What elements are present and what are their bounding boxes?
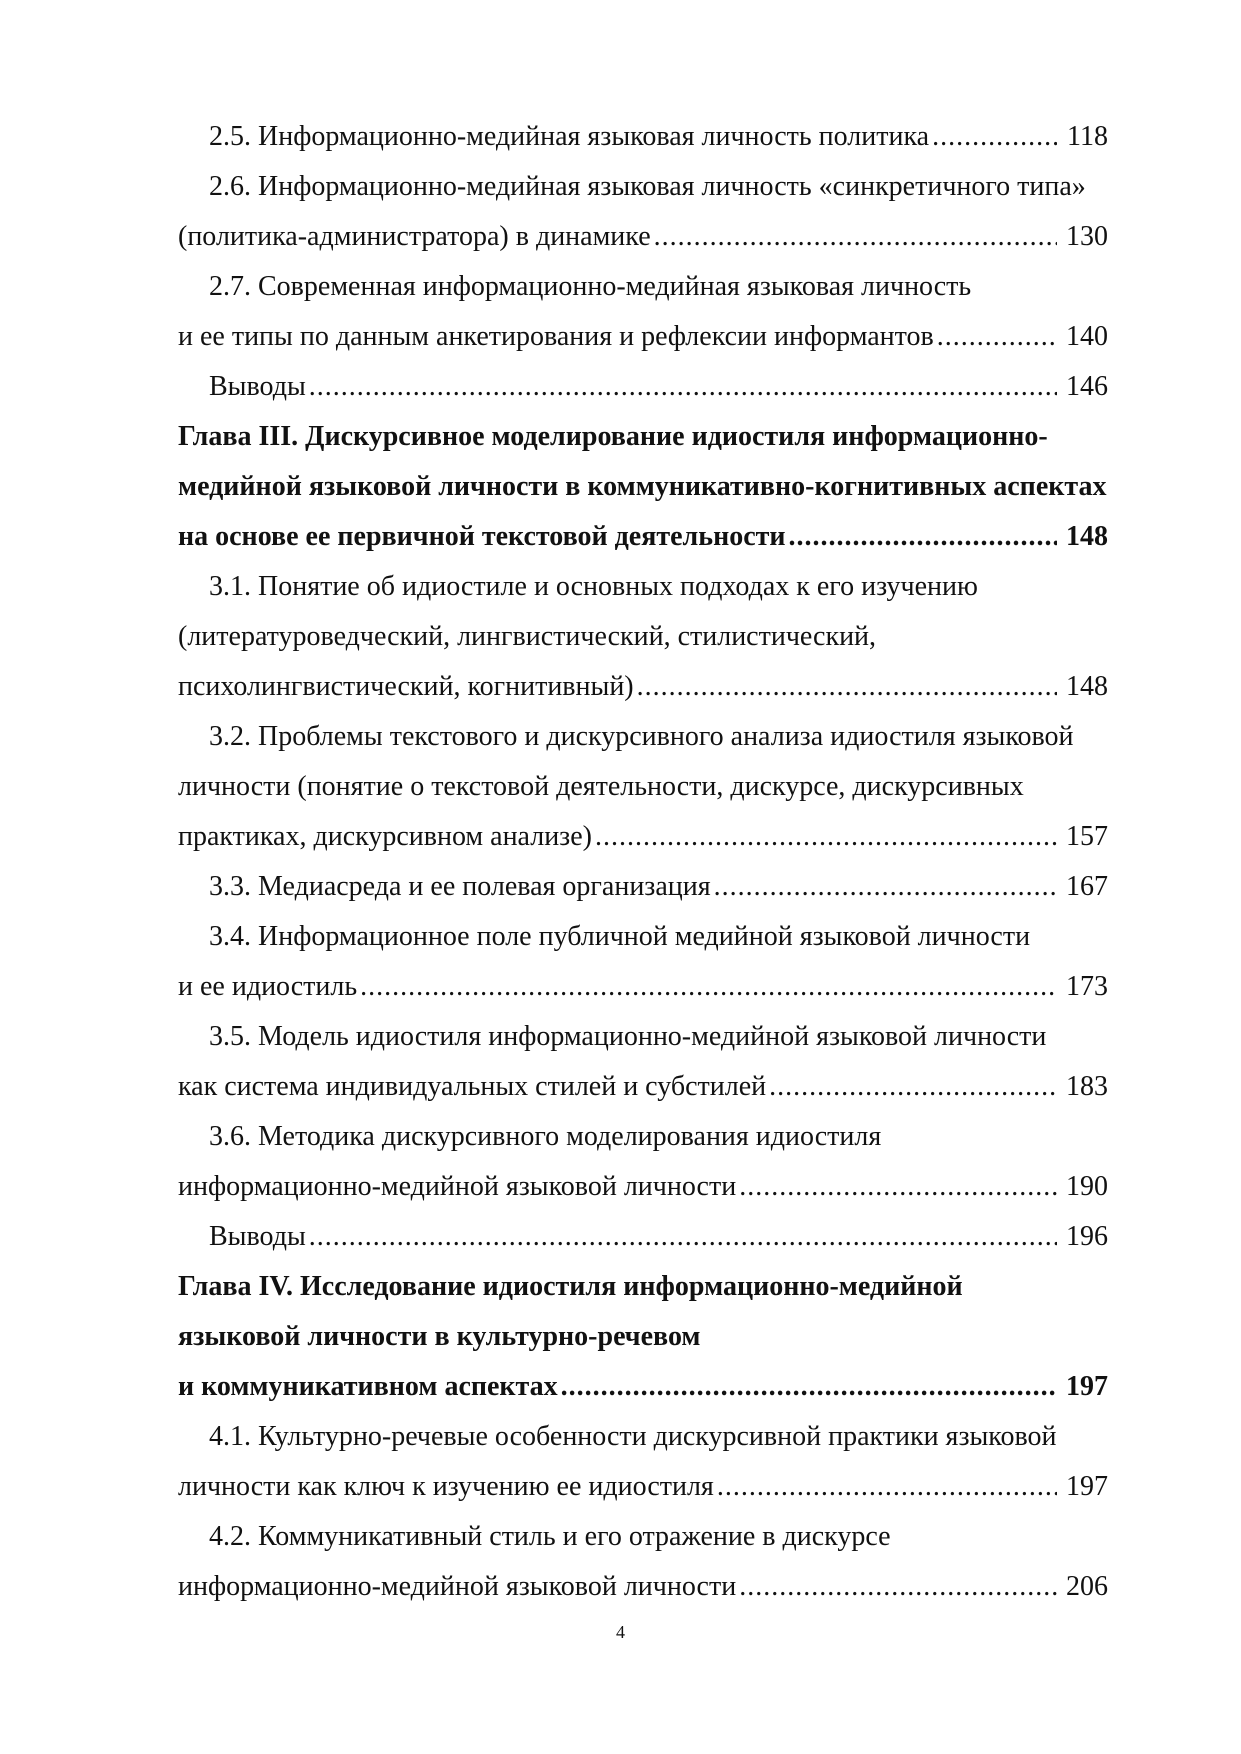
toc-line	[178, 1512, 1108, 1562]
toc-entry-text: психолингвистический, когнитивный)	[178, 671, 634, 702]
toc-line	[178, 912, 1108, 962]
toc-page-number: 157	[1066, 821, 1108, 852]
toc-entry-text: и ее типы по данным анкетирования и рефлексии информантов	[178, 321, 934, 352]
toc-entry-text: 3.1. Понятие об идиостиле и основных подходах к его изучению	[209, 571, 978, 602]
toc-line	[178, 812, 1108, 862]
toc-line	[178, 1262, 1108, 1312]
toc-entry-text: 4.2. Коммуникативный стиль и его отражение в дискурсе	[209, 1521, 891, 1552]
dot-leader	[595, 812, 1057, 862]
toc-entry-text: Глава III. Дискурсивное моделирование идиостиля информационно-	[178, 421, 1048, 452]
toc-entry-text: личности (понятие о текстовой деятельности, дискурсе, дискурсивных	[178, 771, 1024, 802]
toc-entry-text: 2.7. Современная информационно-медийная языковая личность	[209, 271, 972, 302]
toc-entry-text: медийной языковой личности в коммуникативно-когнитивных аспектах	[178, 471, 1107, 502]
toc-line	[178, 712, 1108, 762]
dot-leader	[309, 362, 1057, 412]
page-number: 4	[616, 1622, 625, 1642]
toc-line	[178, 662, 1108, 712]
toc-line	[178, 1312, 1108, 1362]
toc-line	[178, 1112, 1108, 1162]
toc-entry-text: и ее идиостиль	[178, 971, 358, 1002]
toc-entry-text: языковой личности в культурно-речевом	[178, 1321, 701, 1352]
dot-leader	[739, 1562, 1057, 1612]
toc-page-number: 206	[1066, 1571, 1108, 1602]
toc-page-number: 167	[1066, 871, 1108, 902]
dot-leader	[561, 1362, 1057, 1412]
toc-line	[178, 362, 1108, 412]
toc-page-number: 130	[1066, 221, 1108, 252]
toc-line	[178, 462, 1108, 512]
dot-leader	[937, 312, 1057, 362]
toc-entry-text: 2.6. Информационно-медийная языковая личность «синкретичного типа»	[209, 171, 1086, 202]
toc-entry-text: и коммуникативном аспектах	[178, 1371, 558, 1402]
dot-leader	[769, 1062, 1057, 1112]
toc-entry-text: как система индивидуальных стилей и субстилей	[178, 1071, 767, 1102]
toc-entry-text: личности как ключ к изучению ее идиостиля	[178, 1471, 714, 1502]
toc-entry-text: информационно-медийной языковой личности	[178, 1171, 737, 1202]
toc-entry-text: практиках, дискурсивном анализе)	[178, 821, 592, 852]
toc-line	[178, 1012, 1108, 1062]
toc-line	[178, 1212, 1108, 1262]
toc-page-number: 146	[1066, 371, 1108, 402]
toc-page-number: 148	[1066, 521, 1108, 552]
toc-entry-text: 3.2. Проблемы текстового и дискурсивного анализа идиостиля языковой	[209, 721, 1074, 752]
toc-line	[178, 562, 1108, 612]
dot-leader	[360, 962, 1057, 1012]
toc-line	[178, 1362, 1108, 1412]
toc-page-number: 190	[1066, 1171, 1108, 1202]
dot-leader	[739, 1162, 1057, 1212]
toc-page-number: 118	[1067, 121, 1108, 152]
toc-entry-text: 3.5. Модель идиостиля информационно-медийной языковой личности	[209, 1021, 1047, 1052]
toc-entry-text: 4.1. Культурно-речевые особенности дискурсивной практики языковой	[209, 1421, 1057, 1452]
toc-page-number: 197	[1066, 1371, 1108, 1402]
dot-leader	[309, 1212, 1057, 1262]
toc-line	[178, 962, 1108, 1012]
toc-entry-text: 3.6. Методика дискурсивного моделирования идиостиля	[209, 1121, 882, 1152]
toc-line	[178, 262, 1108, 312]
toc-entry-text: 3.3. Медиасреда и ее полевая организация	[209, 871, 711, 902]
dot-leader	[789, 512, 1057, 562]
toc-line	[178, 1412, 1108, 1462]
toc-entry-text: Выводы	[209, 1221, 306, 1252]
dot-leader	[654, 212, 1057, 262]
toc-line	[178, 1162, 1108, 1212]
toc-entry-text: (политика-администратора) в динамике	[178, 221, 651, 252]
toc-entry-text: Выводы	[209, 371, 306, 402]
toc-page-number: 196	[1066, 1221, 1108, 1252]
toc-line	[178, 112, 1108, 162]
toc-line	[178, 612, 1108, 662]
toc-entry-text: на основе ее первичной текстовой деятельности	[178, 521, 786, 552]
toc-entry-text: (литературоведческий, лингвистический, стилистический,	[178, 621, 877, 652]
toc-line	[178, 1462, 1108, 1512]
toc-line	[178, 312, 1108, 362]
toc-line	[178, 212, 1108, 262]
toc-entry-text: информационно-медийной языковой личности	[178, 1571, 737, 1602]
toc-page-number: 148	[1066, 671, 1108, 702]
toc-line	[178, 1062, 1108, 1112]
table-of-contents	[178, 112, 1108, 1612]
dot-leader	[717, 1462, 1057, 1512]
toc-line	[178, 862, 1108, 912]
toc-entry-text: Глава IV. Исследование идиостиля информационно-медийной	[178, 1271, 963, 1302]
dot-leader	[637, 662, 1057, 712]
dot-leader	[714, 862, 1057, 912]
toc-page-number: 173	[1066, 971, 1108, 1002]
toc-line	[178, 1562, 1108, 1612]
toc-line	[178, 512, 1108, 562]
toc-line	[178, 162, 1108, 212]
toc-entry-text: 3.4. Информационное поле публичной медийной языковой личности	[209, 921, 1031, 952]
toc-page-number: 183	[1066, 1071, 1108, 1102]
toc-line	[178, 762, 1108, 812]
toc-page-number: 197	[1066, 1471, 1108, 1502]
dot-leader	[932, 112, 1057, 162]
toc-entry-text: 2.5. Информационно-медийная языковая личность политика	[209, 121, 930, 152]
toc-page-number: 140	[1066, 321, 1108, 352]
toc-line	[178, 412, 1108, 462]
